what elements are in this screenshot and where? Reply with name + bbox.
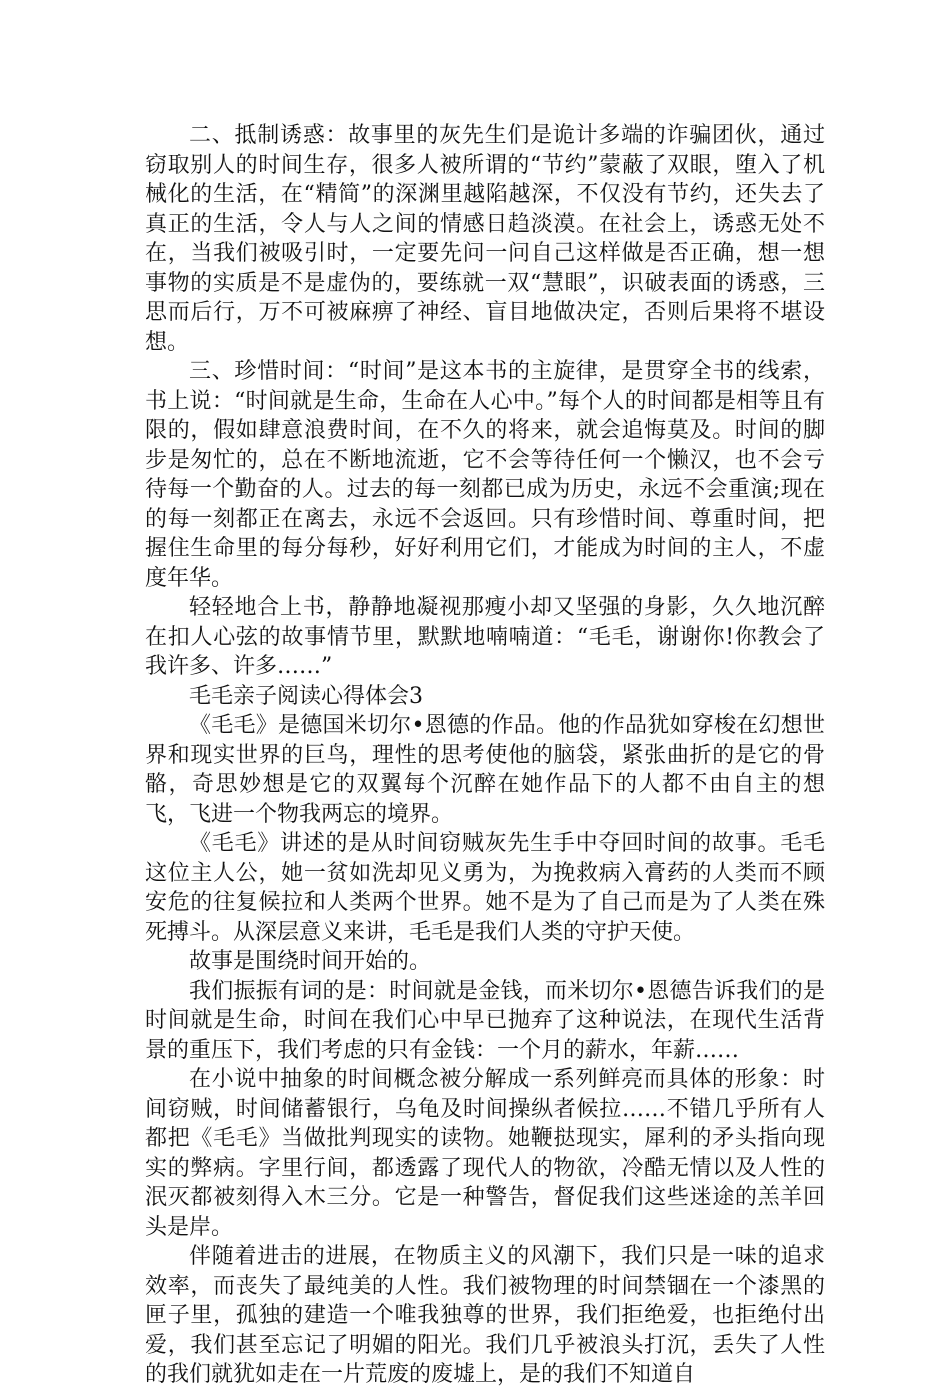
paragraph-story-time: 故事是围绕时间开始的。 (189, 949, 432, 974)
document-body (145, 121, 825, 1390)
paragraph-intro-momo: 《毛毛》是德国米切尔•恩德的作品。他的作品犹如穿梭在幻想世界和现实世界的巨鸟，理性的思考使他的脑袋，紧张曲折的是它的骨骼，奇思妙想是它的双翼每个沉醉在她作品下的人都不由自主的想飞，飞进一个物我两忘的境界。 (145, 713, 825, 827)
section-heading: 毛毛亲子阅读心得体会3 (189, 683, 423, 709)
paragraph-time-money: 我们振振有词的是：时间就是金钱，而米切尔•恩德告诉我们的是时间就是生命，时间在我们心中早已抛弃了这种说法，在现代生活背景的重压下，我们考虑的只有金钱：一个月的薪水，年薪…… (145, 978, 825, 1063)
paragraph-cherish-time: 三、珍惜时间：“时间”是这本书的主旋律，是贯穿全书的线索，书上说：“时间就是生命，生命在人心中。”每个人的时间都是相等且有限的，假如肆意浪费时间，在不久的将来，就会追悔莫及。时间的脚步是匆忙的，总在不断地流逝，它不会等待任何一个懒汉，也不会亏待每一个勤奋的人。过去的每一刻都已成为历史，永远不会重演;现在的每一刻都正在离去，永远不会返回。只有珍惜时间、尊重时间，把握住生命里的每分每秒，好好利用它们，才能成为时间的主人，不虚度年华。 (145, 359, 825, 591)
paragraph-closing-book: 轻轻地合上书，静静地凝视那瘦小却又坚强的身影，久久地沉醉在扣人心弦的故事情节里，默默地喃喃道：“毛毛，谢谢你!你教会了我许多、许多……” (145, 595, 825, 679)
paragraph-story-summary: 《毛毛》讲述的是从时间窃贼灰先生手中夺回时间的故事。毛毛这位主人公，她一贫如洗却见义勇为，为挽救病入膏药的人类而不顾安危的往复候拉和人类两个世界。她不是为了自己而是为了人类在殊死搏斗。从深层意义来讲，毛毛是我们人类的守护天使。 (145, 831, 825, 945)
paragraph-abstract-time: 在小说中抽象的时间概念被分解成一系列鲜亮而具体的形象：时间窃贼，时间储蓄银行，乌龟及时间操纵者候拉……不错几乎所有人都把《毛毛》当做批判现实的读物。她鞭挞现实，犀利的矛头指向现实的弊病。字里行间，都透露了现代人的物欲，冷酷无情以及人性的泯灭都被刻得入木三分。它是一种警告，督促我们这些迷途的羔羊回头是岸。 (145, 1067, 825, 1240)
paragraph-resist-temptation: 二、抵制诱惑：故事里的灰先生们是诡计多端的诈骗团伙，通过窃取别人的时间生存，很多人被所谓的“节约”蒙蔽了双眼，堕入了机械化的生活，在“精简”的深渊里越陷越深，不仅没有节约，还失去了真正的生活，令人与人之间的情感日趋淡漠。在社会上，诱惑无处不在，当我们被吸引时，一定要先问一问自己这样做是否正确，想一想事物的实质是不是虚伪的，要练就一双“慧眼”，识破表面的诱惑，三思而后行，万不可被麻痹了神经、盲目地做决定，否则后果将不堪设想。 (145, 123, 825, 355)
paragraph-materialism: 伴随着进击的进展，在物质主义的风潮下，我们只是一味的追求效率，而丧失了最纯美的人性。我们被物理的时间禁锢在一个漆黑的匣子里，孤独的建造一个唯我独尊的世界，我们拒绝爱，也拒绝付出爱，我们甚至忘记了明媚的阳光。我们几乎被浪头打沉，丢失了人性的我们就犹如走在一片荒废的废墟上，是的我们不知道自 (145, 1244, 825, 1387)
